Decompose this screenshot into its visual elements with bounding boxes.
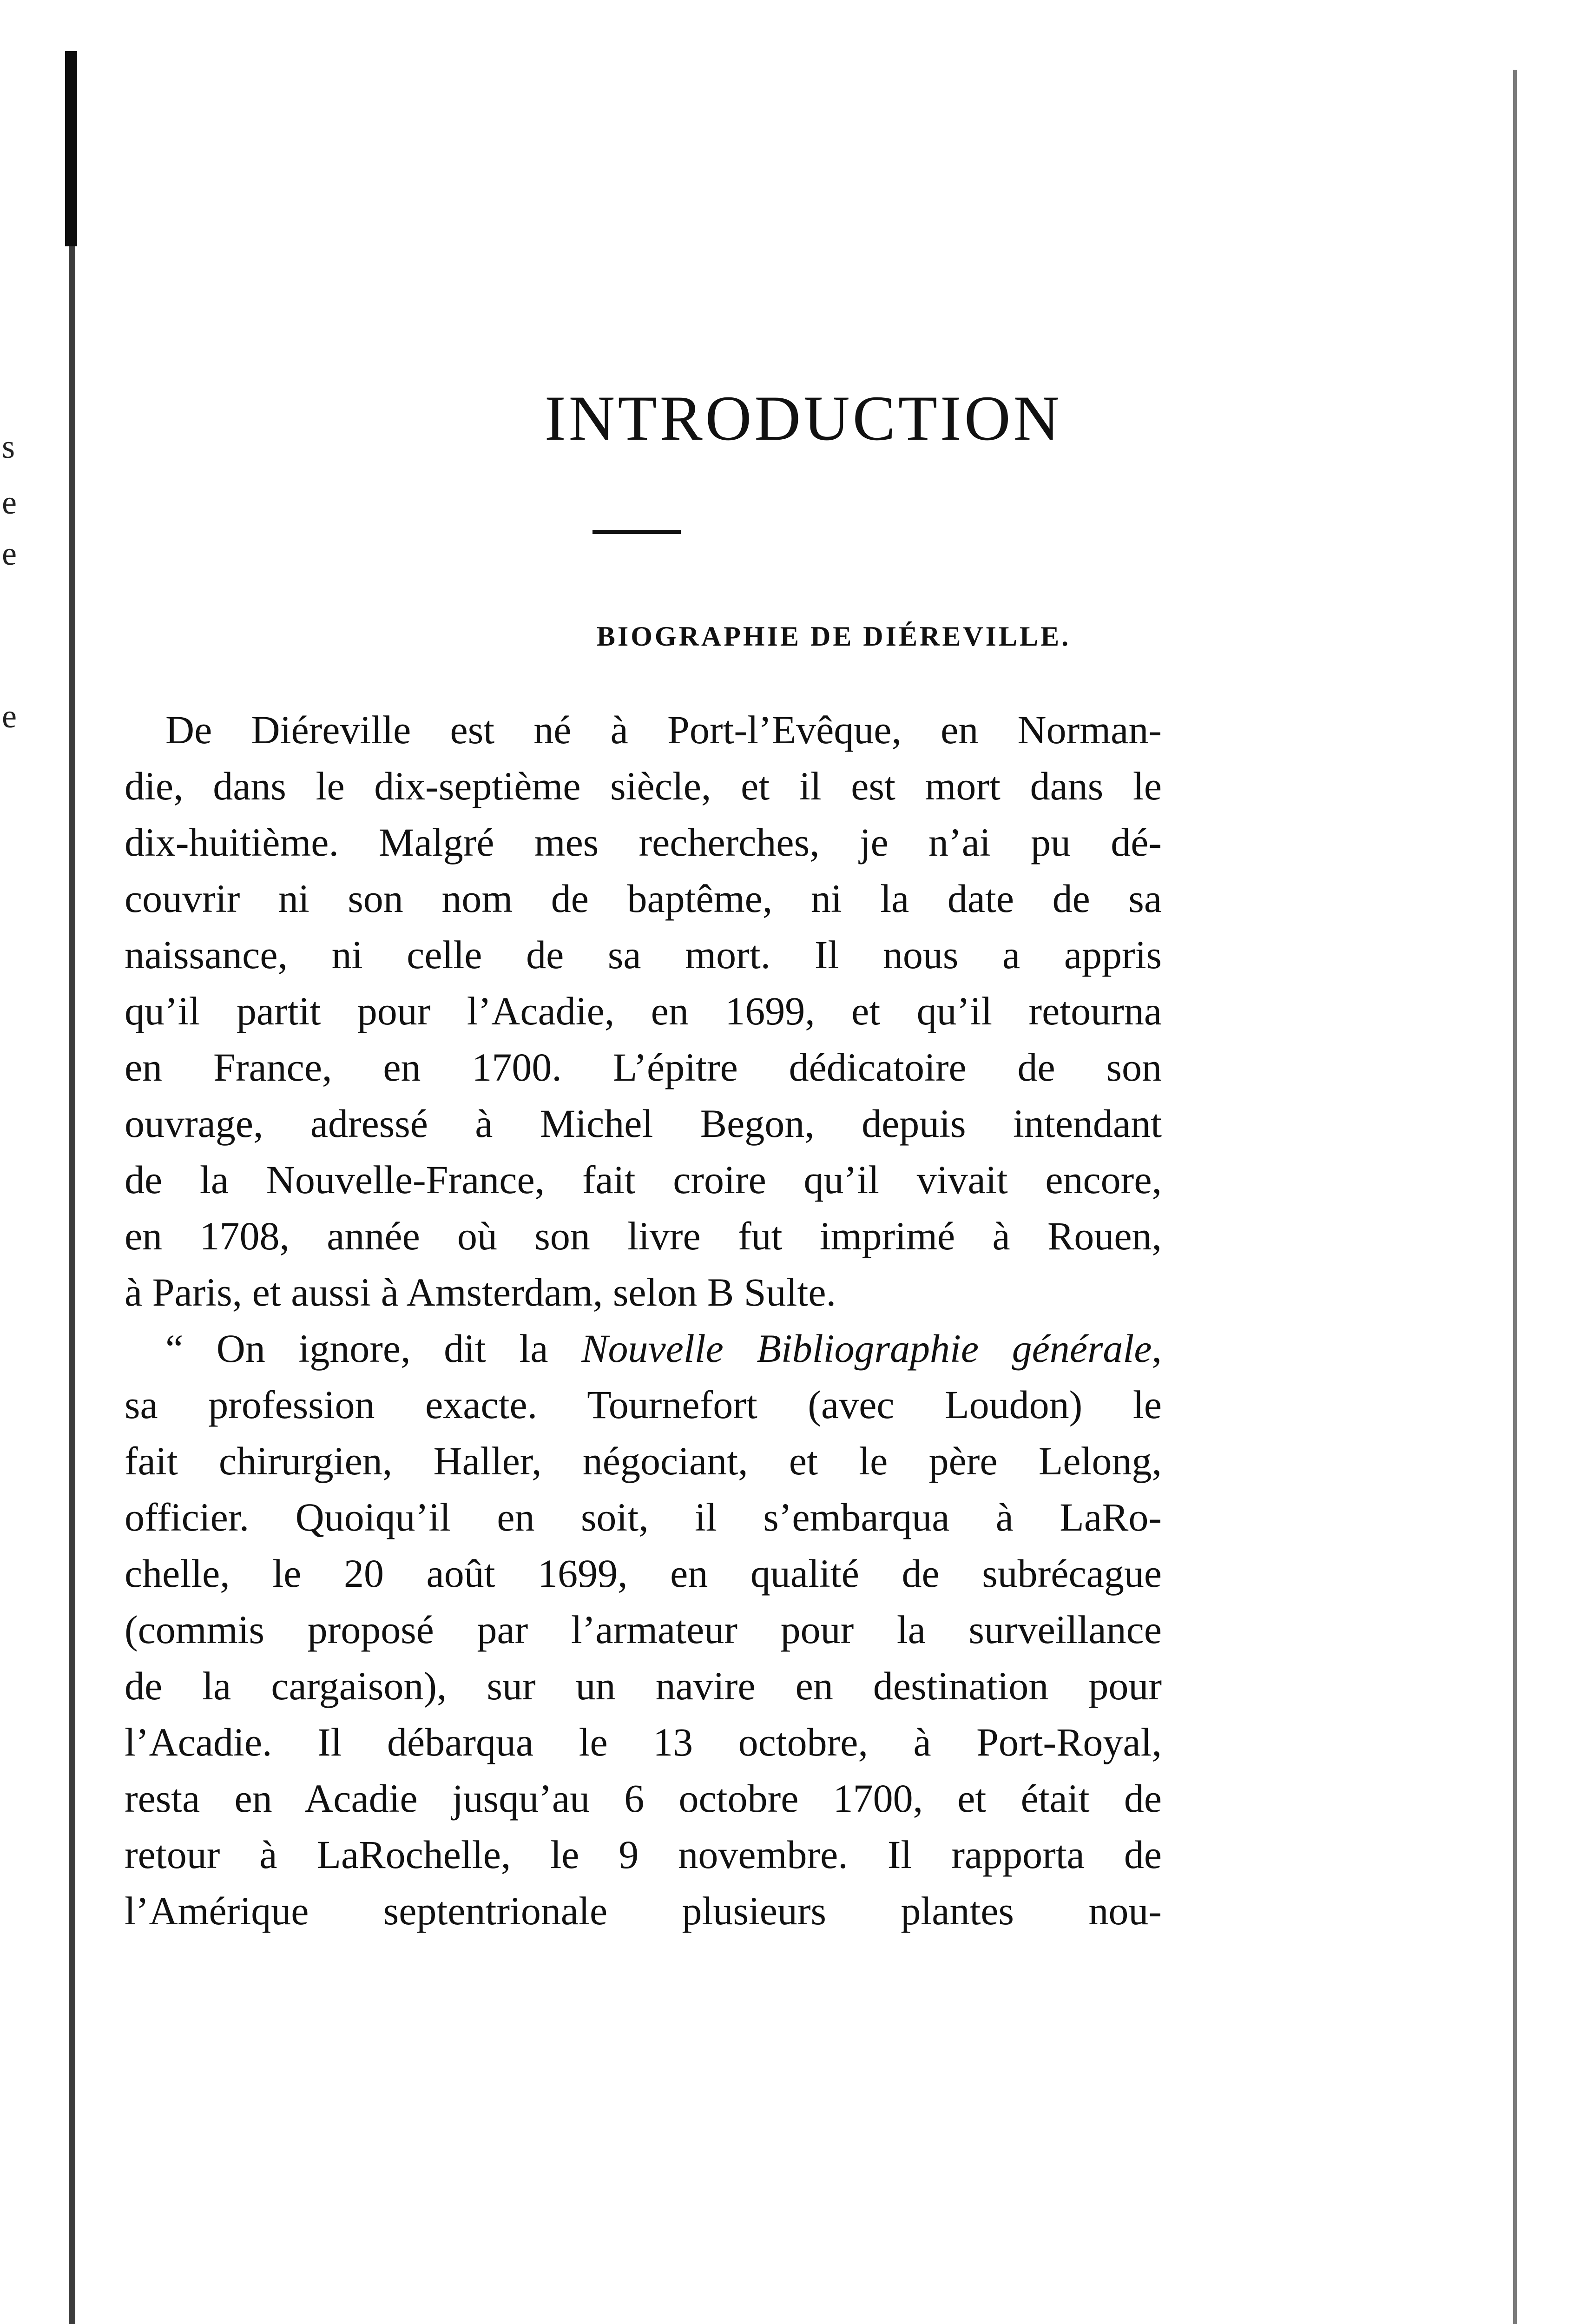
chapter-title: INTRODUCTION <box>544 383 1063 454</box>
text-line: l’Amérique septentrionale plusieurs plantes nou- <box>125 1888 1162 1933</box>
text-line: couvrir ni son nom de baptême, ni la date de sa <box>125 876 1162 921</box>
text-line: sa profession exacte. Tournefort (avec Loudon) le <box>125 1382 1162 1427</box>
edge-letter: s <box>2 428 15 465</box>
text-line: naissance, ni celle de sa mort. Il nous a appris <box>125 932 1162 977</box>
text-line: l’Acadie. Il débarqua le 13 octobre, à Port-Royal, <box>125 1720 1162 1764</box>
facing-page-edge <box>0 0 28 2324</box>
text-line: à Paris, et aussi à Amsterdam, selon B Sulte. <box>125 1270 836 1314</box>
edge-letter: e <box>2 535 17 572</box>
text-line: officier. Quoiqu’il en soit, il s’embarqua à LaRo- <box>125 1495 1162 1539</box>
text-line: resta en Acadie jusqu’au 6 octobre 1700, et était de <box>125 1776 1162 1821</box>
italic-title: Nouvelle Bibliographie générale <box>581 1326 1152 1371</box>
edge-letter: e <box>2 484 17 521</box>
text-line: fait chirurgien, Haller, négociant, et le père Lelong, <box>125 1439 1162 1483</box>
text-fragment: “ On ignore, dit la <box>165 1326 582 1371</box>
text-line: ouvrage, adressé à Michel Begon, depuis intendant <box>125 1101 1162 1146</box>
section-subtitle: BIOGRAPHIE DE DIÉREVILLE. <box>596 621 1071 652</box>
text-line: qu’il partit pour l’Acadie, en 1699, et qu’il retourna <box>125 989 1162 1033</box>
text-line-with-italic <box>125 1320 1162 1377</box>
text-line: (commis proposé par l’armateur pour la surveillance <box>125 1607 1162 1652</box>
text-line: chelle, le 20 août 1699, en qualité de subrécague <box>125 1551 1162 1596</box>
title-rule <box>592 530 681 534</box>
text-line: die, dans le dix-septième siècle, et il est mort dans le <box>125 764 1162 808</box>
text-line: de la cargaison), sur un navire en destination pour <box>125 1664 1162 1708</box>
text-line: en France, en 1700. L’épitre dédicatoire de son <box>125 1045 1162 1089</box>
body-text <box>125 702 1162 1939</box>
text-fragment: , <box>1152 1326 1162 1371</box>
text-line: en 1708, année où son livre fut imprimé à Rouen, <box>125 1214 1162 1258</box>
text-line: de la Nouvelle-France, fait croire qu’il vivait encore, <box>125 1157 1162 1202</box>
text-line: dix-huitième. Malgré mes recherches, je n’ai pu dé- <box>125 820 1162 865</box>
text-line: retour à LaRochelle, le 9 novembre. Il rapporta de <box>125 1832 1162 1877</box>
binding-mark-left <box>65 51 77 246</box>
text-line: De Diéreville est né à Port-l’Evêque, en Norman- <box>165 707 1162 752</box>
edge-letter: e <box>2 698 17 735</box>
